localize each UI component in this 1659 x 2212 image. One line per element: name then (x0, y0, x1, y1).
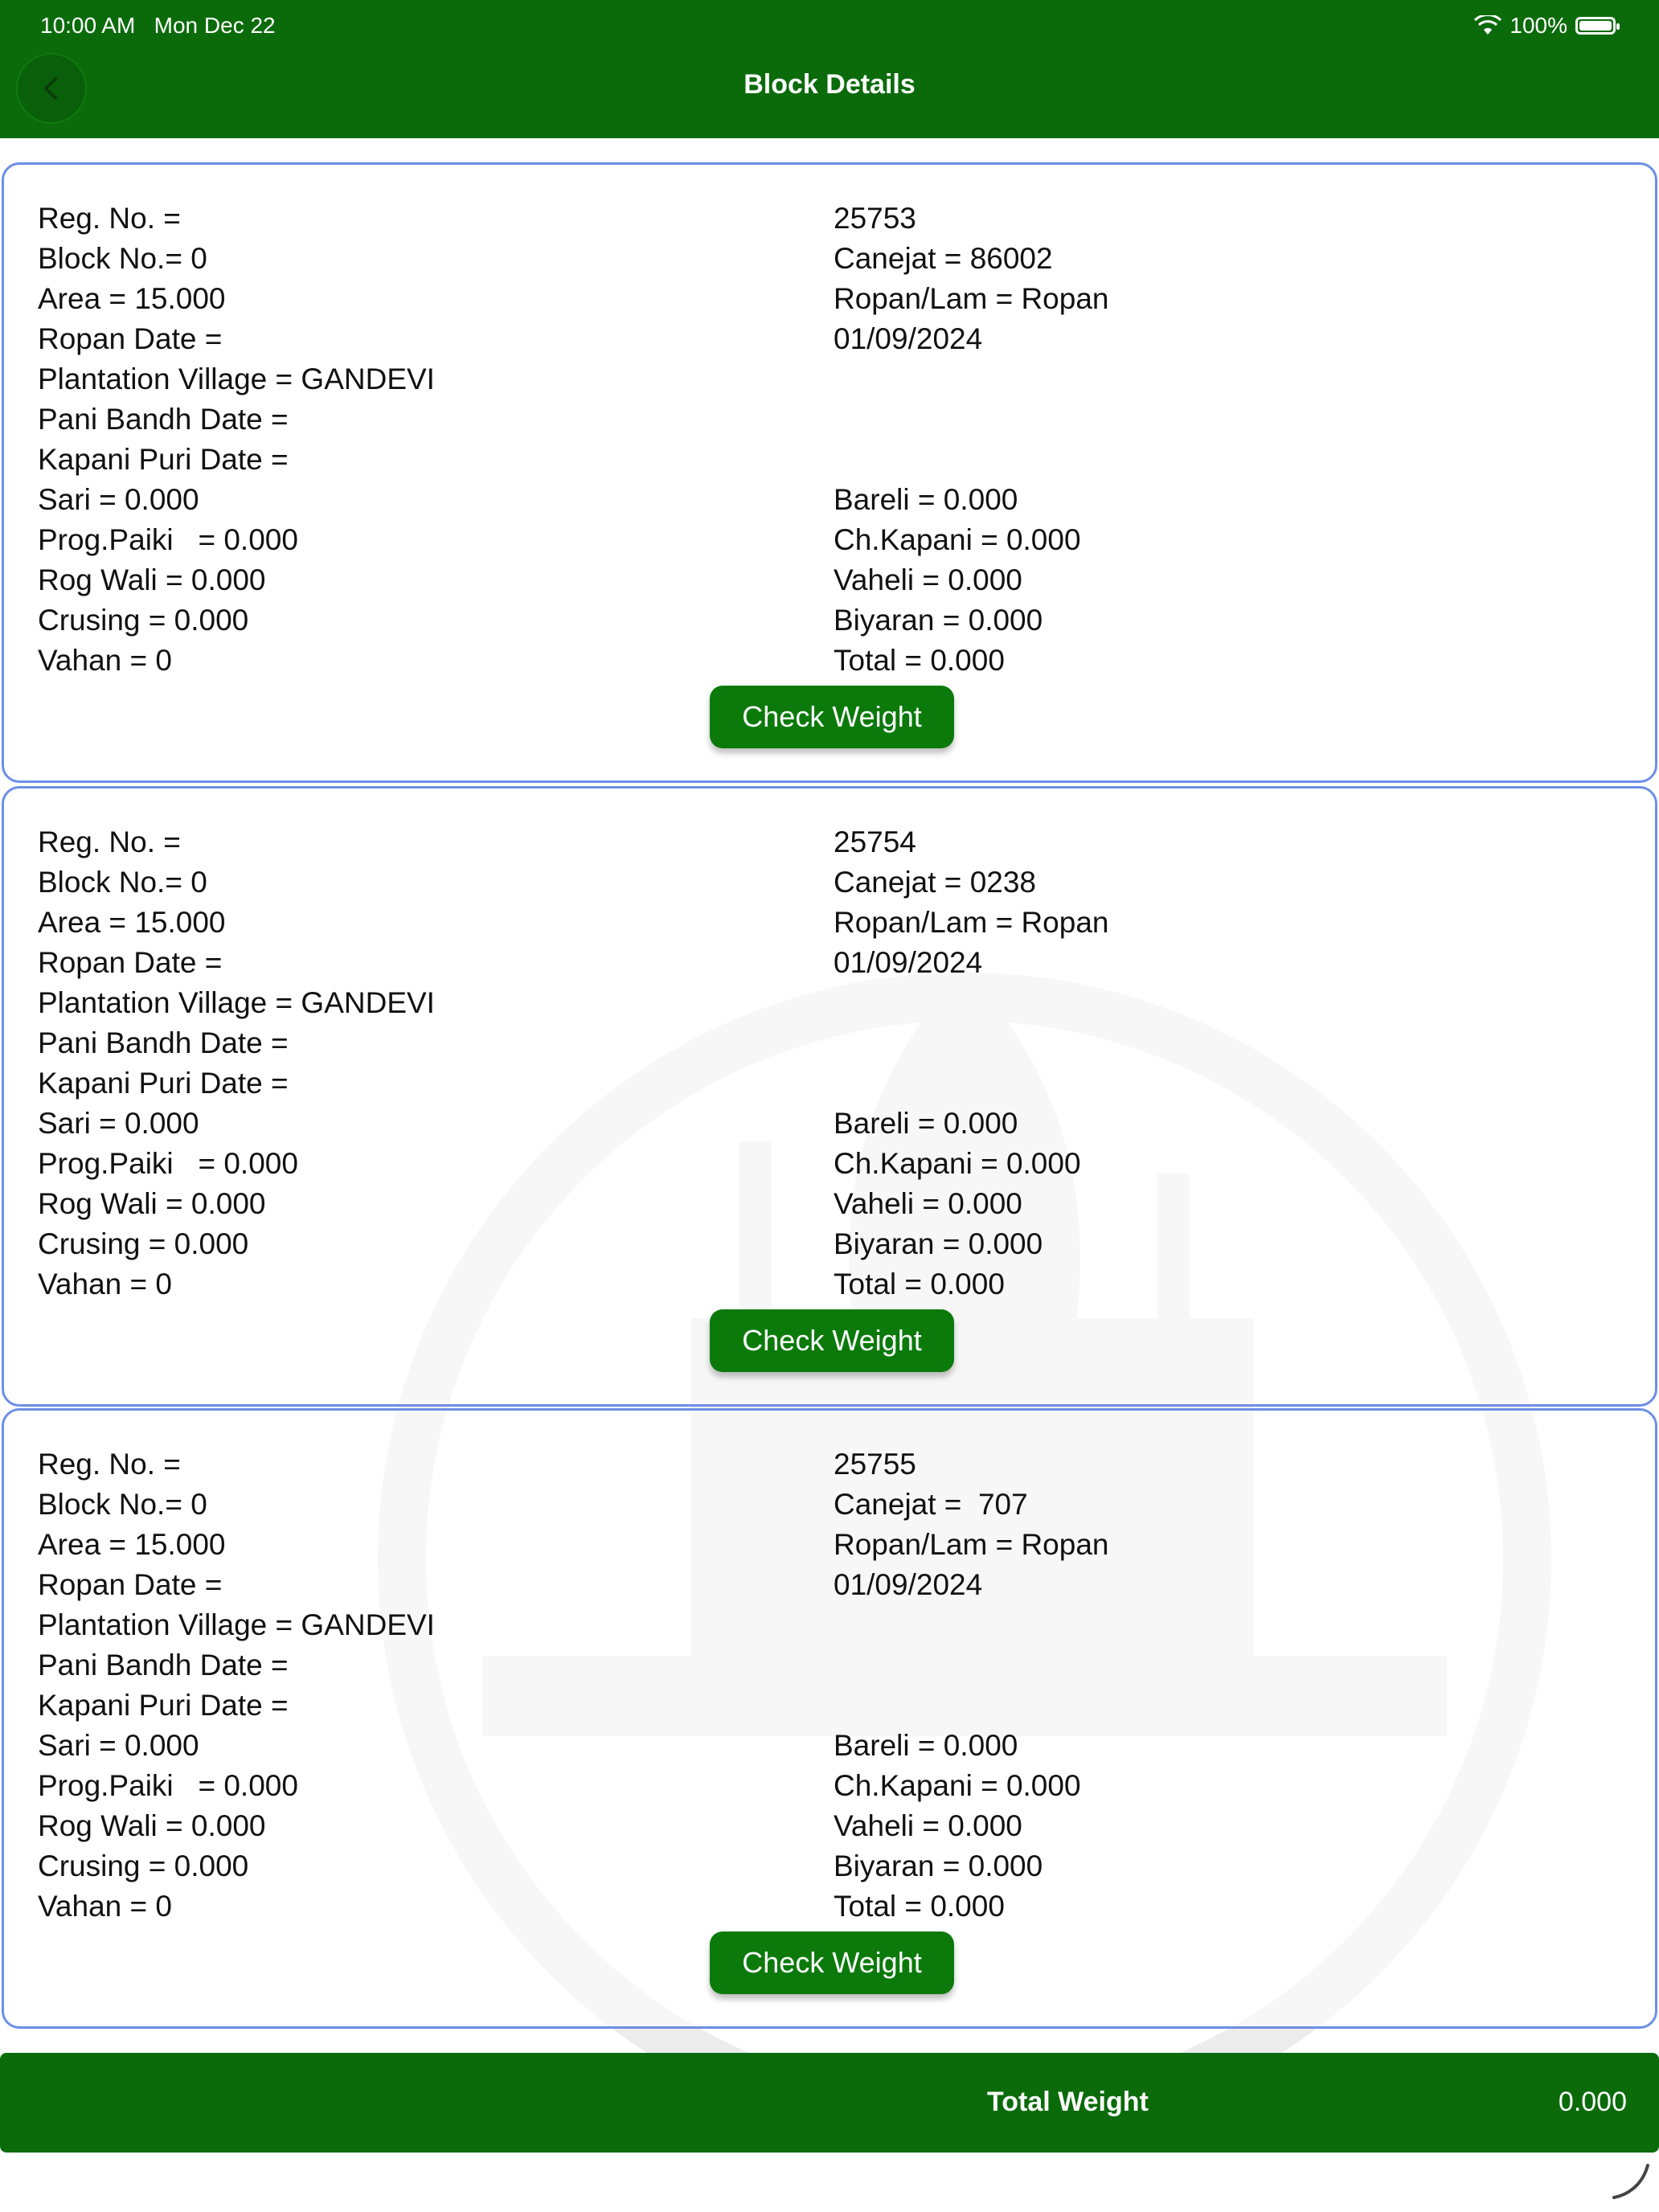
battery-icon (1575, 17, 1616, 35)
ropan-date-label: Ropan Date = (38, 322, 223, 355)
biyaran: Biyaran = 0.000 (834, 1227, 1043, 1260)
ropan-date-value: 01/09/2024 (834, 322, 983, 355)
kapani-puri-date: Kapani Puri Date = (38, 1689, 289, 1722)
plantation-village: Plantation Village = GANDEVI (38, 986, 435, 1019)
ropan-lam: Ropan/Lam = Ropan (834, 906, 1109, 939)
plantation-village: Plantation Village = GANDEVI (38, 363, 435, 395)
total: Total = 0.000 (834, 1268, 1005, 1301)
biyaran: Biyaran = 0.000 (834, 604, 1043, 637)
block-no: Block No.= 0 (38, 242, 207, 275)
crusing: Crusing = 0.000 (38, 604, 249, 637)
block-card (2, 162, 1657, 783)
ropan-date-value: 01/09/2024 (834, 946, 983, 979)
area: Area = 15.000 (38, 282, 226, 315)
ropan-date-value: 01/09/2024 (834, 1568, 983, 1601)
total-weight-bar (0, 2053, 1659, 2153)
vahan: Vahan = 0 (38, 1268, 172, 1301)
ch-kapani: Ch.Kapani = 0.000 (834, 1147, 1081, 1180)
block-card (2, 1408, 1657, 2029)
check-weight-button[interactable]: Check Weight (710, 1931, 954, 1994)
status-indicators (1474, 13, 1616, 39)
ropan-date-label: Ropan Date = (38, 1568, 223, 1601)
prog-paiki: Prog.Paiki = 0.000 (38, 1769, 298, 1802)
canejat: Canejat = 0238 (834, 866, 1037, 899)
prog-paiki: Prog.Paiki = 0.000 (38, 523, 298, 556)
block-no: Block No.= 0 (38, 866, 207, 899)
crusing: Crusing = 0.000 (38, 1227, 249, 1260)
status-date-text: Mon Dec 22 (154, 13, 276, 38)
sari: Sari = 0.000 (38, 483, 199, 516)
reg-no-label: Reg. No. = (38, 1448, 181, 1481)
rog-wali: Rog Wali = 0.000 (38, 563, 266, 596)
kapani-puri-date: Kapani Puri Date = (38, 443, 289, 476)
block-no: Block No.= 0 (38, 1488, 207, 1521)
canejat: Canejat = 86002 (834, 242, 1053, 275)
plantation-village: Plantation Village = GANDEVI (38, 1608, 435, 1641)
pani-bandh-date: Pani Bandh Date = (38, 403, 289, 436)
reg-no-value: 25753 (834, 202, 916, 235)
vaheli: Vaheli = 0.000 (834, 563, 1022, 596)
status-time-text: 10:00 AM (40, 13, 136, 38)
rog-wali: Rog Wali = 0.000 (38, 1187, 266, 1220)
crusing: Crusing = 0.000 (38, 1849, 249, 1882)
reg-no-value: 25754 (834, 825, 916, 858)
check-weight-button[interactable]: Check Weight (710, 686, 954, 748)
bareli: Bareli = 0.000 (834, 1107, 1018, 1140)
battery-percent: 100% (1509, 13, 1567, 38)
page-title: Block Details (743, 69, 916, 100)
check-weight-button[interactable]: Check Weight (710, 1309, 954, 1372)
sari: Sari = 0.000 (38, 1729, 199, 1762)
prog-paiki: Prog.Paiki = 0.000 (38, 1147, 298, 1180)
total-weight-label: Total Weight (987, 2087, 1149, 2117)
pani-bandh-date: Pani Bandh Date = (38, 1649, 289, 1682)
app-header (0, 0, 1659, 138)
rog-wali: Rog Wali = 0.000 (38, 1809, 266, 1842)
vahan: Vahan = 0 (38, 644, 172, 677)
bareli: Bareli = 0.000 (834, 1729, 1018, 1762)
pani-bandh-date: Pani Bandh Date = (38, 1026, 289, 1059)
reg-no-label: Reg. No. = (38, 202, 181, 235)
bareli: Bareli = 0.000 (834, 483, 1018, 516)
total-weight-value: 0.000 (1558, 2087, 1627, 2117)
block-card (2, 786, 1657, 1407)
biyaran: Biyaran = 0.000 (834, 1849, 1043, 1882)
sari: Sari = 0.000 (38, 1107, 199, 1140)
total: Total = 0.000 (834, 644, 1005, 677)
ropan-date-label: Ropan Date = (38, 946, 223, 979)
wifi-icon (1474, 15, 1501, 36)
canejat: Canejat = 707 (834, 1488, 1028, 1521)
total: Total = 0.000 (834, 1890, 1005, 1923)
area: Area = 15.000 (38, 906, 226, 939)
resize-handle-icon (1611, 2161, 1651, 2201)
vahan: Vahan = 0 (38, 1890, 172, 1923)
status-time (40, 13, 276, 39)
vaheli: Vaheli = 0.000 (834, 1187, 1022, 1220)
vaheli: Vaheli = 0.000 (834, 1809, 1022, 1842)
kapani-puri-date: Kapani Puri Date = (38, 1067, 289, 1100)
ropan-lam: Ropan/Lam = Ropan (834, 1528, 1109, 1561)
ropan-lam: Ropan/Lam = Ropan (834, 282, 1109, 315)
reg-no-value: 25755 (834, 1448, 916, 1481)
reg-no-label: Reg. No. = (38, 825, 181, 858)
area: Area = 15.000 (38, 1528, 226, 1561)
ch-kapani: Ch.Kapani = 0.000 (834, 1769, 1081, 1802)
ch-kapani: Ch.Kapani = 0.000 (834, 523, 1081, 556)
